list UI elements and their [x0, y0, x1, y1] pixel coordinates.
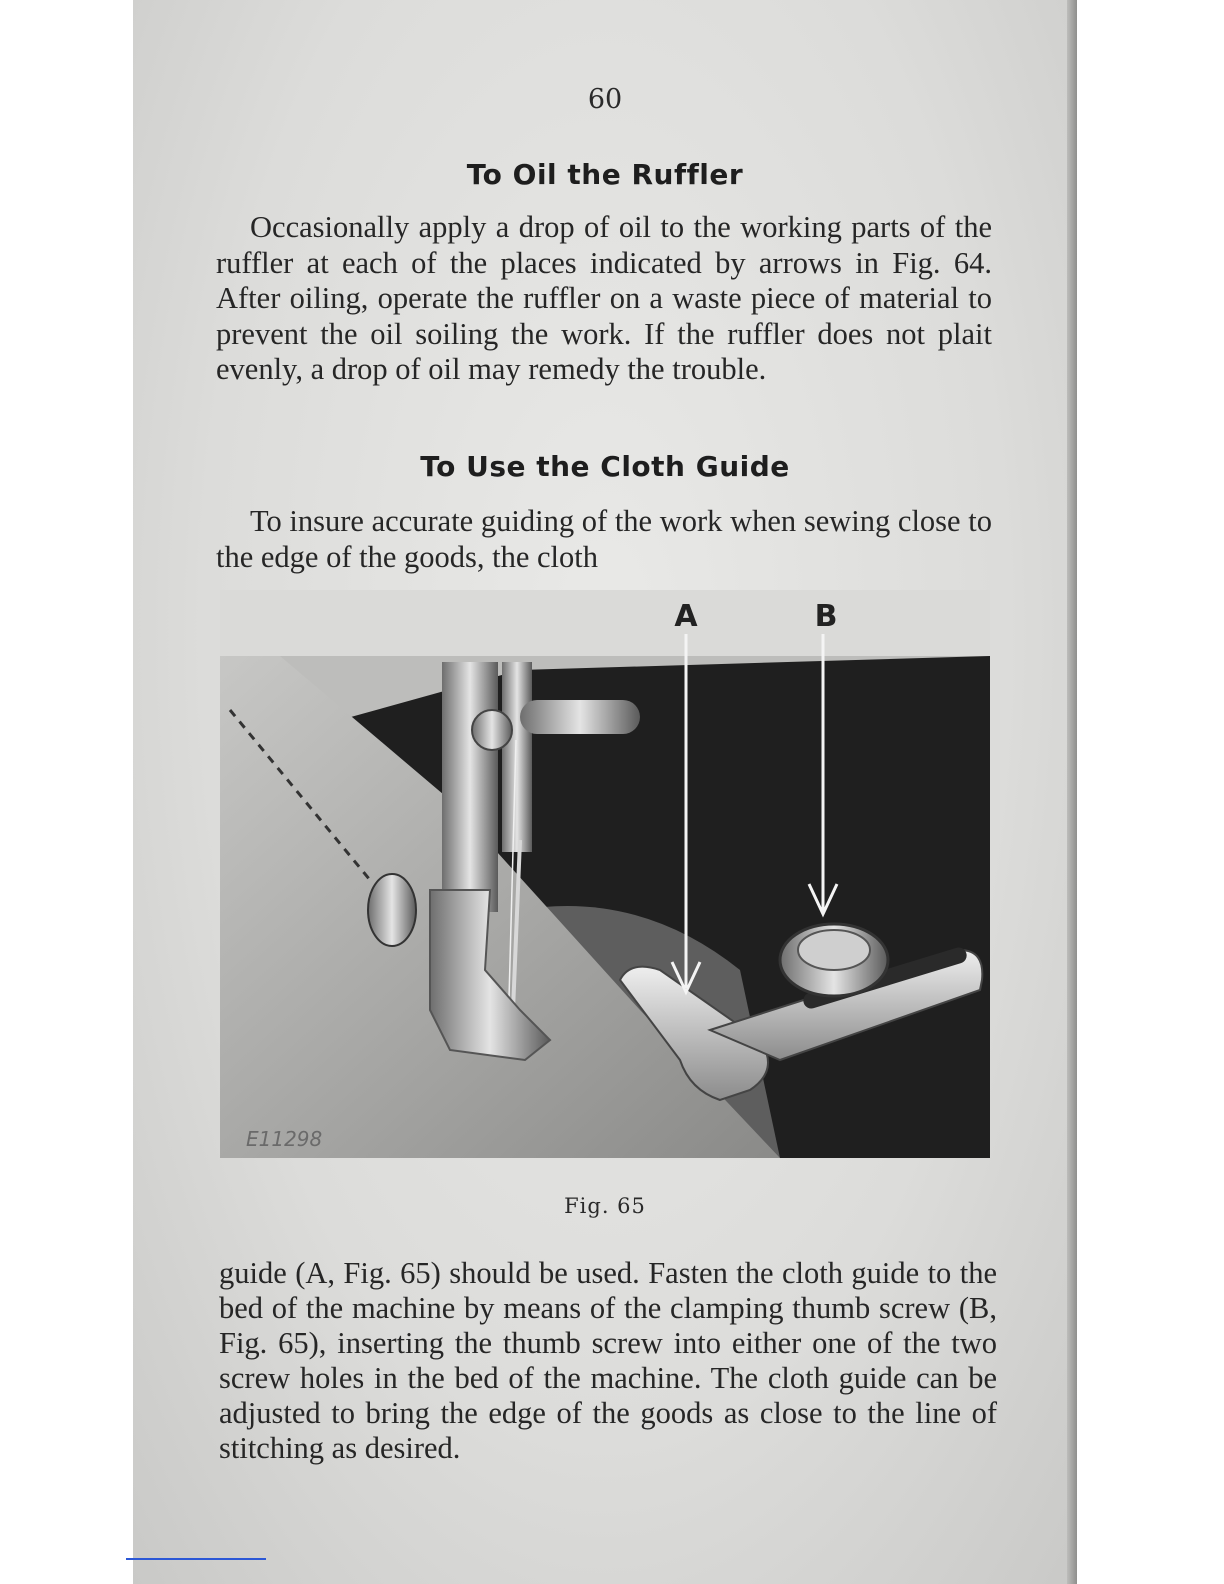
- needle-bar: [502, 662, 532, 852]
- figure-caption: Fig. 65: [564, 1194, 646, 1218]
- figure-cloth-guide-photo: [220, 590, 990, 1158]
- thumb-nut: [368, 874, 416, 946]
- thread-guide: [520, 700, 640, 734]
- paragraph-cloth-guide-intro-text: To insure accurate guiding of the work when sewing close to the edge of the goods, the cloth: [216, 504, 992, 574]
- page-edge: [1067, 0, 1077, 1584]
- paragraph-cloth-guide-continued: guide (A, Fig. 65) should be used. Fasten the cloth guide to the bed of the machine by means of the clamping thumb screw (B, Fig. 65), inserting the thumb screw into either one of the two screw holes in the bed of the machine. The cloth guide can be adjusted to bring the edge of the goods as close to the line of stitching as desired.: [219, 1256, 997, 1465]
- heading-cloth-guide: To Use the Cloth Guide: [420, 450, 790, 483]
- bottom-rule: [126, 1558, 266, 1560]
- presser-bar: [442, 662, 498, 912]
- page-number: 60: [587, 84, 623, 115]
- manual-page: [133, 0, 1077, 1584]
- paragraph-oil-ruffler: [216, 210, 992, 388]
- figure-label-b: B: [814, 599, 838, 634]
- figure-code: E11298: [246, 1127, 323, 1151]
- thumb-screw-top: [798, 930, 870, 970]
- figure-top-area: [220, 590, 990, 660]
- figure-label-a: A: [674, 599, 698, 634]
- paragraph-cloth-guide-intro: [216, 504, 992, 575]
- paragraph-oil-ruffler-text: Occasionally apply a drop of oil to the working parts of the ruffler at each of the places indicated by arrows in Fig. 64. After oiling, operate the ruffler on a waste piece of material to prevent the oil soiling the work. If the ruffler does not plait evenly, a drop of oil may remedy the trouble.: [216, 210, 992, 386]
- set-screw: [472, 710, 512, 750]
- heading-oil-ruffler: To Oil the Ruffler: [466, 158, 744, 191]
